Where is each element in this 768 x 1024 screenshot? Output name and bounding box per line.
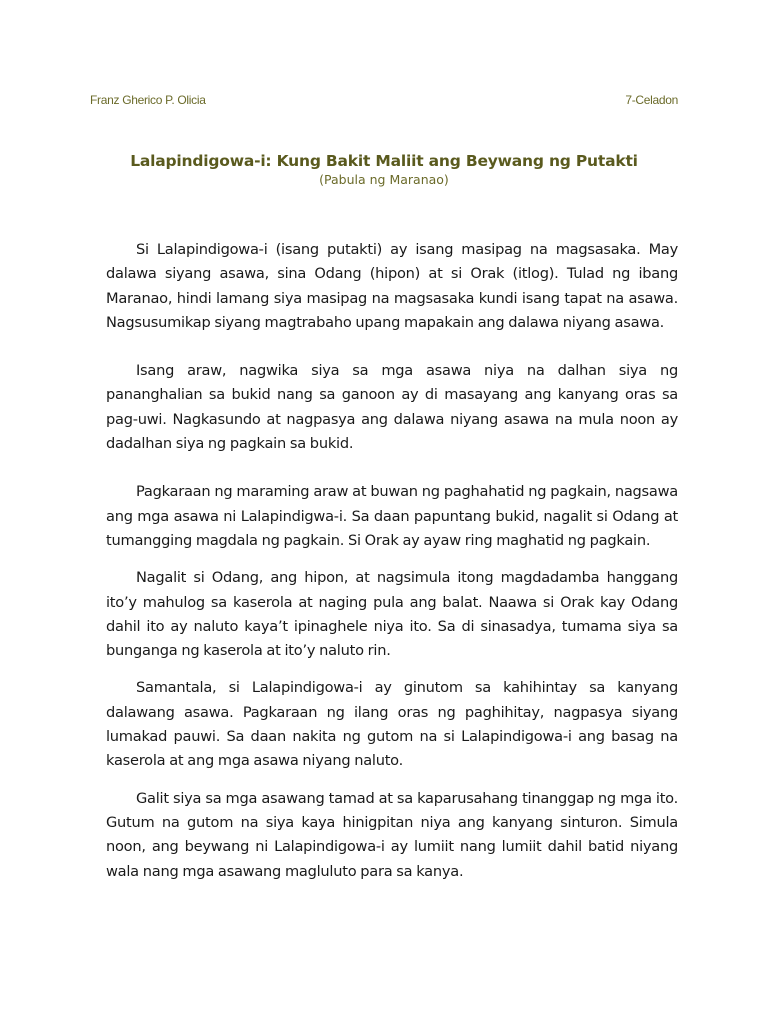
document-title: Lalapindigowa-i: Kung Bakit Maliit ang Beywang ng Putakti [130,152,638,170]
paragraph: Pagkaraan ng maraming araw at buwan ng paghahatid ng pagkain, nagsawa ang mga asawa ni Lalapindigwa-i. Sa daan papuntang bukid, nagalit si Odang at tumangging magdala ng pagkain. Si Orak ay ayaw ring maghatid ng pagkain. [106,483,678,549]
page-header [90,93,678,111]
paragraph: Nagalit si Odang, ang hipon, at nagsimula itong magdadamba hanggang ito’y mahulog sa kaserola at naging pula ang balat. Naawa si Orak kay Odang dahil ito ay naluto kaya’t ipinaghele niya ito. Sa di sinasadya, tumama siya sa bunganga ng kaserola at ito’y naluto rin. [106,569,678,660]
document-subtitle: (Pabula ng Maranao) [319,172,449,187]
story-body [106,238,678,884]
paragraph: Si Lalapindigowa-i (isang putakti) ay isang masipag na magsasaka. May dalawa siyang asawa, sina Odang (hipon) at si Orak (itlog). Tulad ng ibang Maranao, hindi lamang siya masipag na magsasaka kundi isang tapat na asawa. Nagsusumikap siyang magtrabaho upang mapakain ang dalawa niyang asawa. [106,241,678,331]
paragraph: Galit siya sa mga asawang tamad at sa kaparusahang tinanggap ng mga ito. Gutum na gutom na siya kaya hinigpitan niya ang kanyang sinturon. Simula noon, ang beywang ni Lalapindigowa-i ay lumiit nang lumiit dahil batid niyang wala nang mga asawang magluluto para sa kanya. [106,789,678,880]
title-block [90,150,678,188]
author-name: Franz Gherico P. Olicia [90,93,206,107]
paragraph: Isang araw, nagwika siya sa mga asawa niya na dalhan siya ng pananghalian sa bukid nang sa ganoon ay di masayang ang kanyang oras sa pag-uwi. Nagkasundo at nagpasya ang dalawa niyang asawa na mula noon ay dadalhan siya ng pagkain sa bukid. [106,362,678,453]
class-section: 7-Celadon [625,93,678,107]
paragraph: Samantala, si Lalapindigowa-i ay ginutom sa kahihintay sa kanyang dalawang asawa. Pagkaraan ng ilang oras ng paghihitay, nagpasya siyang lumakad pauwi. Sa daan nakita ng gutom na si Lalapindigowa-i ang basag na kaserola at ang mga asawa niyang naluto. [106,679,678,770]
